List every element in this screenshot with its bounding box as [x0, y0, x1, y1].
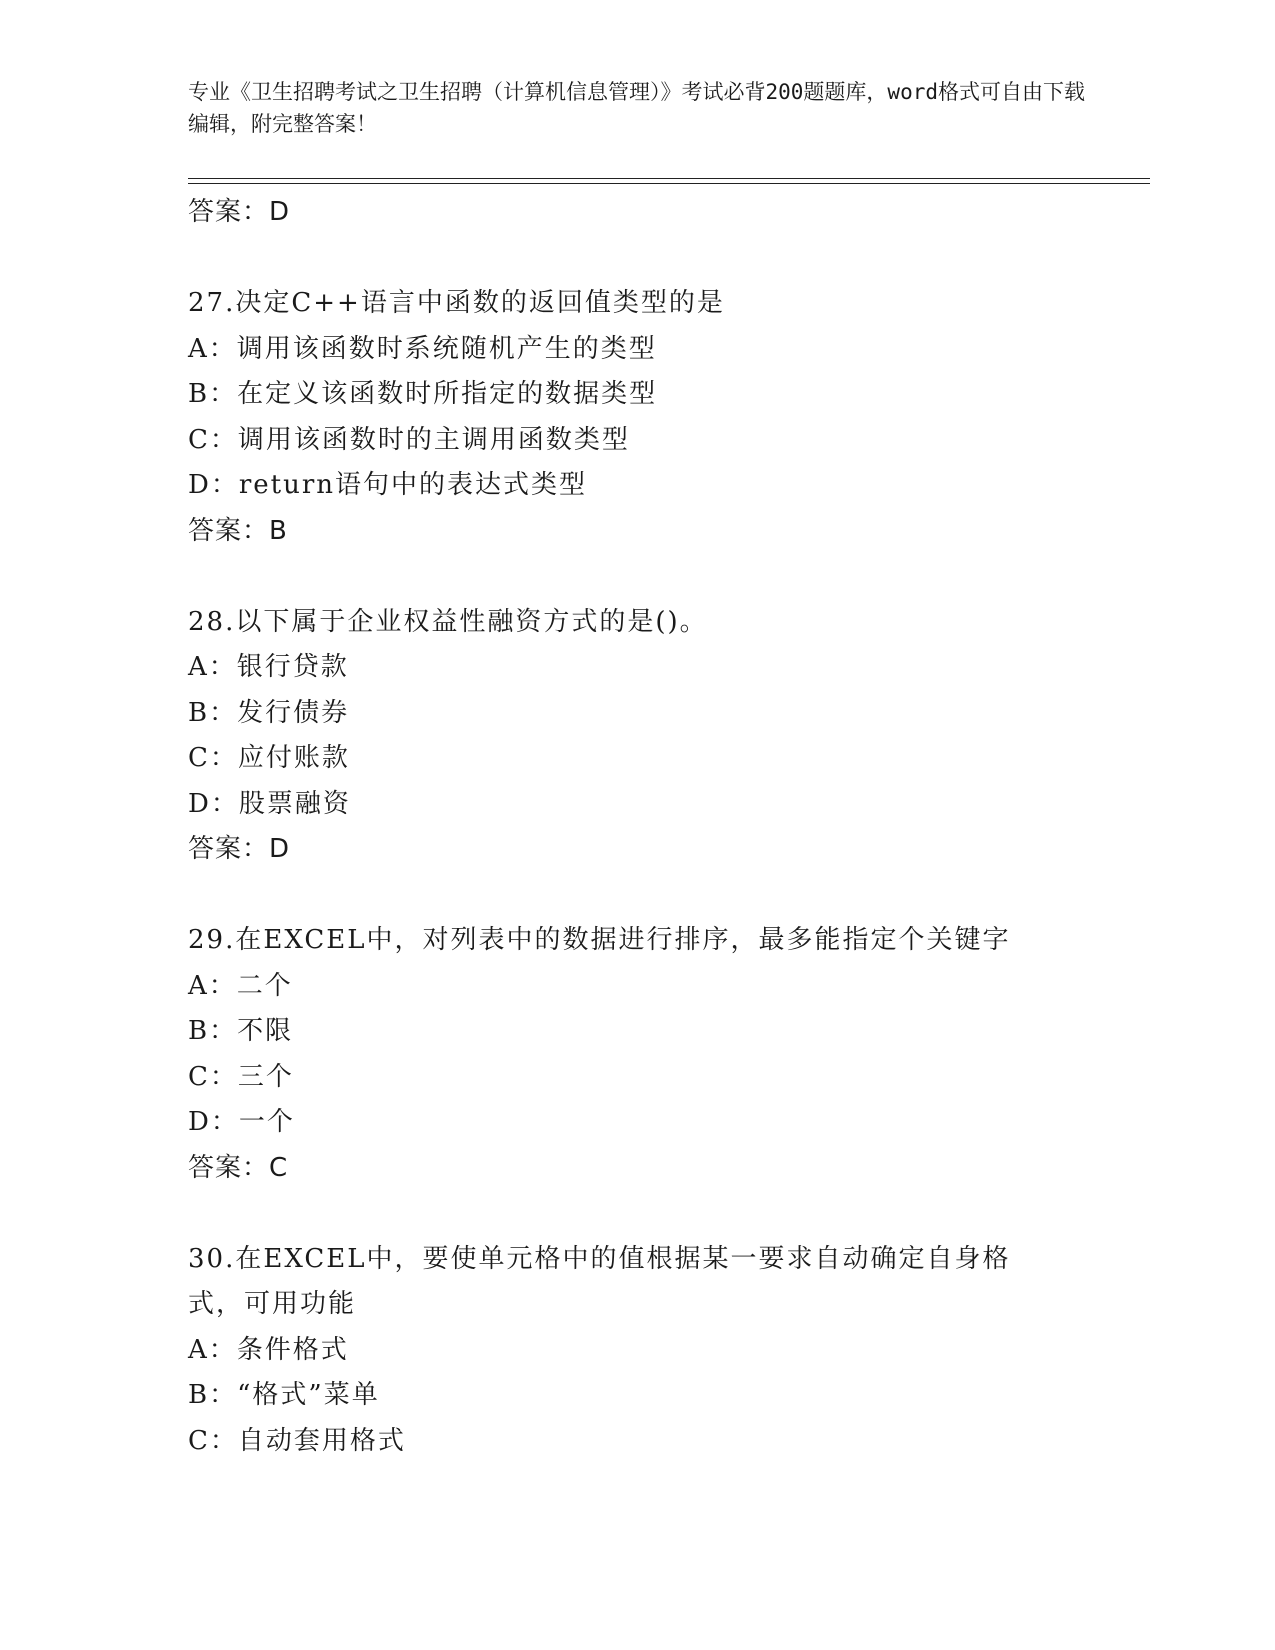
option-a: A：条件格式 — [188, 1334, 349, 1365]
option-d: D：return语句中的表达式类型 — [188, 470, 588, 500]
answer: 答案：B — [188, 515, 288, 546]
question-27 — [188, 281, 1088, 554]
question-list — [188, 190, 1148, 1464]
answer: 答案：D — [188, 834, 291, 864]
page-header: 专业《卫生招聘考试之卫生招聘（计算机信息管理）》考试必背200题题库，word格式可自由下载编辑，附完整答案！ — [188, 80, 1085, 136]
option-a: A：二个 — [188, 970, 293, 1001]
answer: 答案：C — [188, 1152, 289, 1183]
option-a: A：调用该函数时系统随机产生的类型 — [188, 333, 657, 364]
question-28 — [188, 600, 1088, 873]
question-29 — [188, 918, 1088, 1191]
option-d: D：股票融资 — [188, 788, 351, 819]
spacer — [188, 554, 1148, 600]
spacer — [188, 1191, 1148, 1237]
option-d: D：一个 — [188, 1107, 295, 1137]
question-stem: 29.在EXCEL中，对列表中的数据进行排序，最多能指定个关键字 — [188, 925, 1011, 955]
spacer — [188, 236, 1148, 282]
header-divider-bottom — [188, 183, 1150, 184]
spacer — [188, 873, 1148, 919]
question-stem: 30.在EXCEL中，要使单元格中的值根据某一要求自动确定自身格式，可用功能 — [188, 1243, 1011, 1319]
option-b: B：不限 — [188, 1016, 294, 1046]
question-stem: 27.决定C++语言中函数的返回值类型的是 — [188, 288, 725, 318]
prev-answer: 答案：D — [188, 197, 291, 227]
option-b: B：发行债券 — [188, 697, 350, 728]
option-c: C：自动套用格式 — [188, 1425, 406, 1456]
option-c: C：调用该函数时的主调用函数类型 — [188, 424, 630, 455]
header-divider-top — [188, 178, 1150, 179]
question-30 — [188, 1237, 1088, 1465]
option-b: B：“格式”菜单 — [188, 1380, 380, 1410]
option-a: A：银行贷款 — [188, 652, 349, 682]
option-c: C：应付账款 — [188, 743, 350, 773]
option-c: C：三个 — [188, 1061, 294, 1092]
option-b: B：在定义该函数时所指定的数据类型 — [188, 379, 658, 409]
question-stem: 28.以下属于企业权益性融资方式的是()。 — [188, 606, 708, 637]
